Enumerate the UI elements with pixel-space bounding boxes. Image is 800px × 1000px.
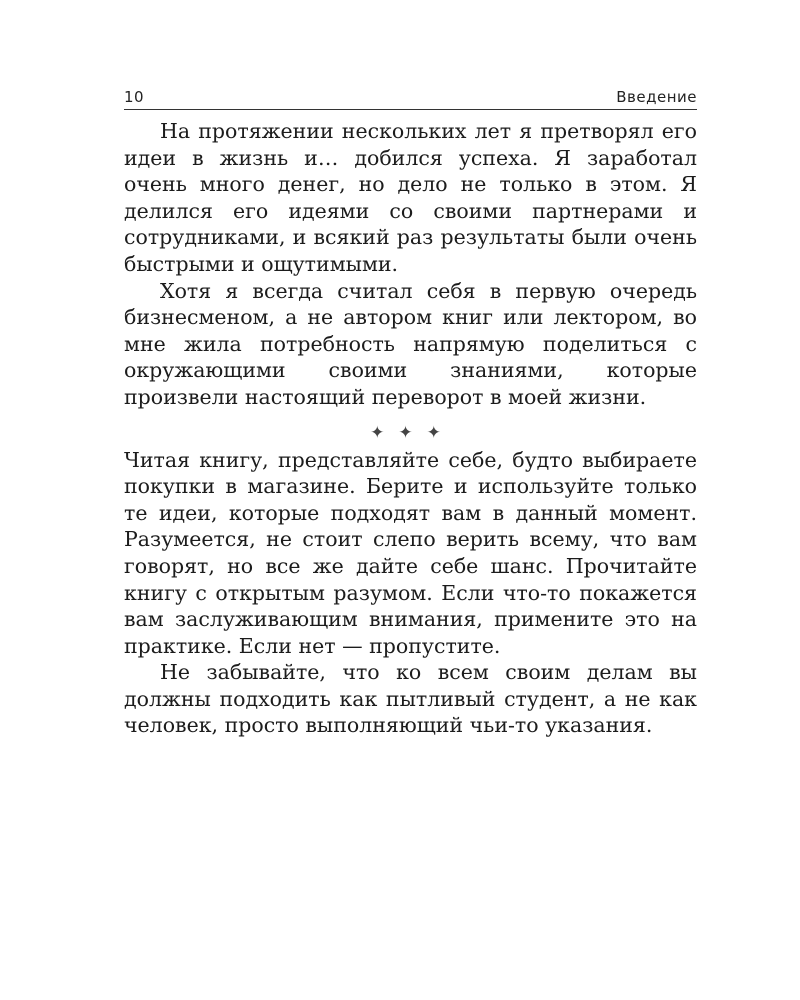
page-number: 10 (124, 88, 145, 106)
running-head (124, 88, 697, 110)
body-text (124, 118, 697, 739)
paragraph: На протяжении нескольких лет я претворял его идеи в жизнь и… добился успеха. Я заработал очень много денег, но дело не только в этом. Я делился его идеями со своими партнерами и сотрудниками, и всякий раз результаты были очень быстрыми и ощутимыми. (124, 119, 697, 276)
section-separator (124, 421, 697, 445)
four-point-star-icon: ✦ (370, 422, 395, 443)
four-point-star-icon: ✦ (426, 422, 451, 443)
paragraph: Не забывайте, что ко всем своим делам вы должны подходить как пытливый студент, а не как человек, просто выполняющий чьи-то указания. (124, 660, 697, 738)
section-title: Введение (616, 88, 697, 106)
paragraph: Хотя я всегда считал себя в первую очередь бизнесменом, а не автором книг или лектором, во мне жила потребность напрямую поделиться с окружающими своими знаниями, которые произвели настоящий переворот в моей жизни. (124, 278, 697, 409)
four-point-star-icon: ✦ (398, 422, 423, 443)
paragraph: Читая книгу, представляйте себе, будто выбираете покупки в магазине. Берите и используйте только те идеи, которые подходят вам в данный момент. Разумеется, не стоит слепо верить всему, что вам говорят, но все же дайте себе шанс. Прочитайте книгу с открытым разумом. Если что-то покажется вам заслуживающим внимания, примените это на практике. Если нет — пропустите. (124, 447, 697, 658)
book-page (124, 88, 697, 739)
